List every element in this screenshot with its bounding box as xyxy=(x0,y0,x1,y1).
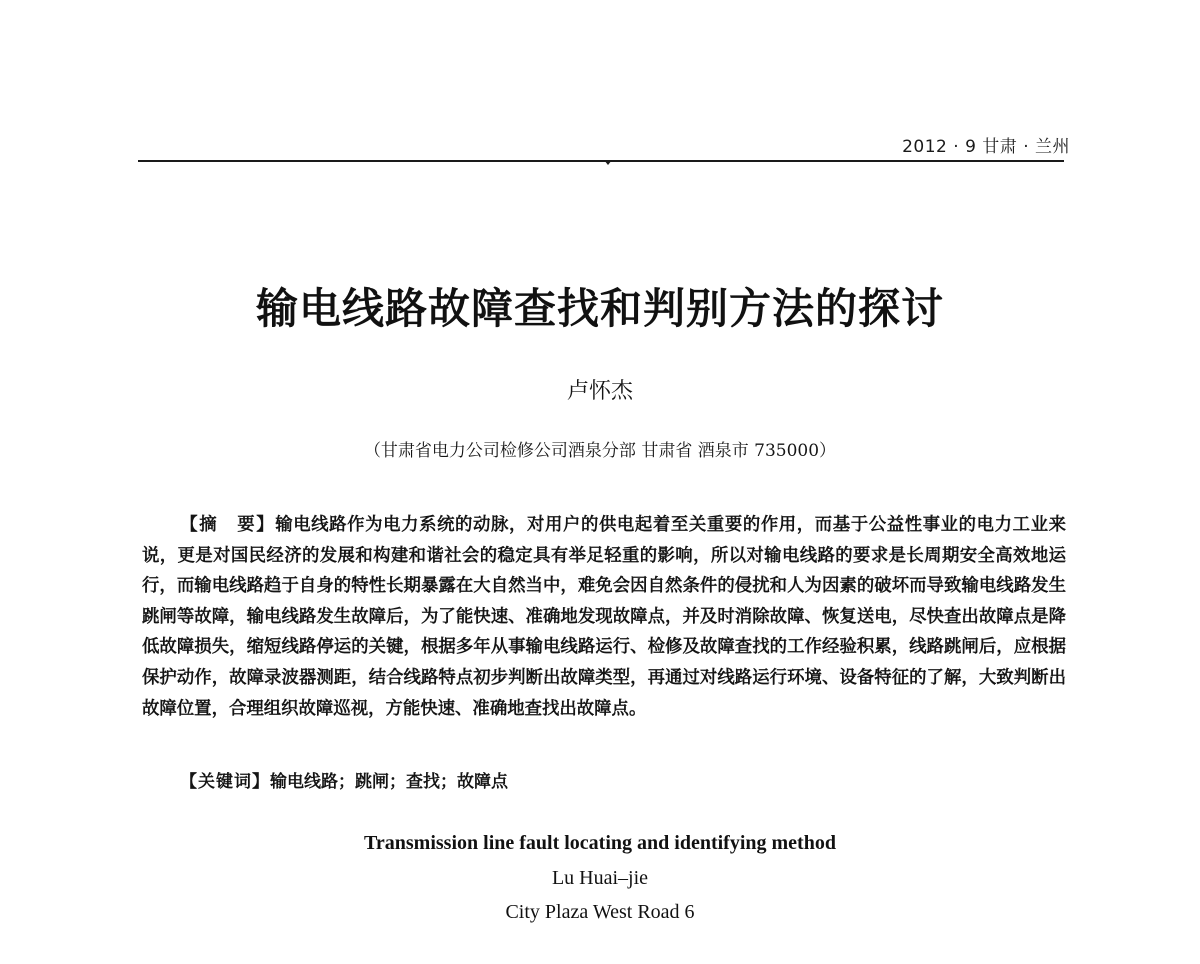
paper-title: 输电线路故障查找和判别方法的探讨 xyxy=(255,284,944,333)
abstract-text: 输电线路作为电力系统的动脉，对用户的供电起着至关重要的作用，而基于公益性事业的电力工业来说，更是对国民经济的发展和构建和谐社会的稳定具有举足轻重的影响，所以对输电线路的要求是长周期安全高效地运行，而输电线路趋于自身的特性长期暴露在大自然当中，难免会因自然条件的侵扰和人为因素的破坏而导致输电线路发生跳闸等故障，输电线路发生故障后，为了能快速、准确地发现故障点，并及时消除故障、恢复送电，尽快查出故障点是降低故障损失，缩短线路停运的关键，根据多年从事输电线路运行、检修及故障查找的工作经验积累，线路跳闸后，应根据保护动作，故障录波器测距，结合线路特点初步判断出故障类型，再通过对线路运行环境、设备特征的了解，大致判断出故障位置，合理组织故障巡视，方能快速、准确地查找出故障点。 xyxy=(142,515,1066,719)
english-title: Transmission line fault locating and identifying method xyxy=(364,832,836,854)
english-affiliation: City Plaza West Road 6 xyxy=(505,901,695,923)
paper-author: 卢怀杰 xyxy=(566,379,633,404)
issue-location: 2012 · 9 甘肃 · 兰州 xyxy=(902,137,1070,157)
keywords-label: 【关键词】 xyxy=(180,772,270,792)
abstract xyxy=(142,510,1066,724)
header-rule-notch xyxy=(604,160,612,165)
abstract-label: 【摘 要】 xyxy=(180,515,276,535)
paper-affiliation: （甘肃省电力公司检修公司酒泉分部 甘肃省 酒泉市 735000） xyxy=(363,441,837,461)
english-author: Lu Huai–jie xyxy=(551,867,649,889)
header-rule xyxy=(138,160,1064,162)
keywords-text: 输电线路；跳闸；查找；故障点 xyxy=(270,772,508,792)
keywords xyxy=(180,768,1060,796)
